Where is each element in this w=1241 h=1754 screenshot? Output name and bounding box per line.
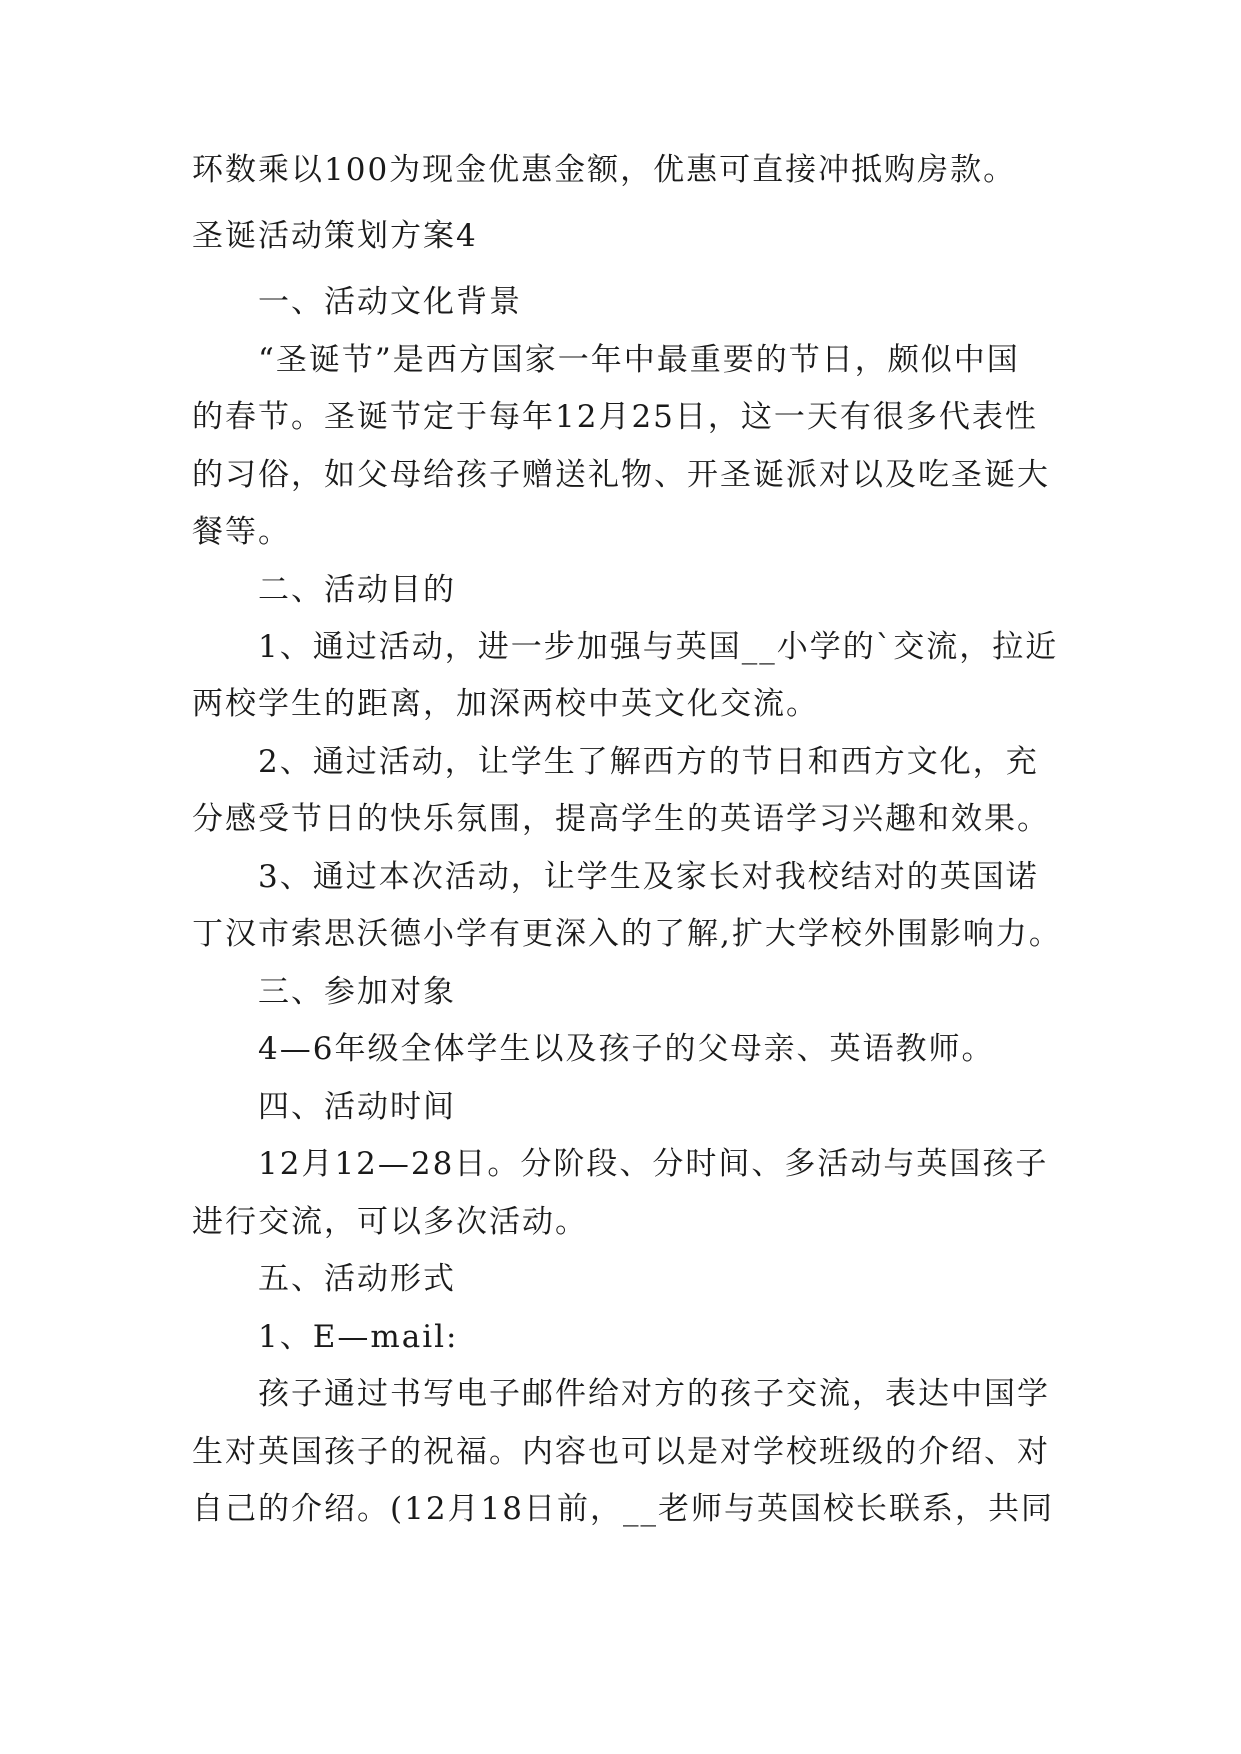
paragraph-line: 4—6年级全体学生以及孩子的父母亲、英语教师。 bbox=[258, 1031, 995, 1067]
paragraph-line: 进行交流，可以多次活动。 bbox=[192, 1204, 588, 1240]
paragraph-line: 12月12—28日。分阶段、分时间、多活动与英国孩子 bbox=[258, 1146, 1049, 1182]
paragraph-line: 的春节。圣诞节定于每年12月25日，这一天有很多代表性 bbox=[192, 399, 1038, 435]
paragraph-line: 丁汉市索思沃德小学有更深入的了解,扩大学校外围影响力。 bbox=[192, 916, 1062, 952]
paragraph-line: 两校学生的距离，加深两校中英文化交流。 bbox=[192, 686, 819, 722]
paragraph-line: 生对英国孩子的祝福。内容也可以是对学校班级的介绍、对 bbox=[192, 1434, 1050, 1470]
plan-title: 圣诞活动策划方案4 bbox=[192, 218, 478, 254]
paragraph-line: 1、通过活动，进一步加强与英国__小学的`交流，拉近 bbox=[258, 629, 1059, 665]
section-heading-format: 五、活动形式 bbox=[258, 1261, 456, 1297]
paragraph-line: 分感受节日的快乐氛围，提高学生的英语学习兴趣和效果。 bbox=[192, 801, 1050, 837]
section-heading-time: 四、活动时间 bbox=[258, 1089, 456, 1125]
section-heading-purpose: 二、活动目的 bbox=[258, 572, 456, 608]
paragraph-line: “圣诞节”是西方国家一年中最重要的节日，颇似中国 bbox=[258, 342, 1020, 378]
paragraph-line: 孩子通过书写电子邮件给对方的孩子交流，表达中国学 bbox=[258, 1376, 1050, 1412]
paragraph-line: 3、通过本次活动，让学生及家长对我校结对的英国诺 bbox=[258, 859, 1039, 895]
paragraph-line: 2、通过活动，让学生了解西方的节日和西方文化，充 bbox=[258, 744, 1039, 780]
paragraph-line: 餐等。 bbox=[192, 514, 291, 550]
subsection-heading-email: 1、E—mail: bbox=[258, 1319, 459, 1355]
paragraph-line: 自己的介绍。(12月18日前，__老师与英国校长联系，共同 bbox=[192, 1491, 1054, 1527]
section-heading-background: 一、活动文化背景 bbox=[258, 284, 522, 320]
paragraph-line: 的习俗，如父母给孩子赠送礼物、开圣诞派对以及吃圣诞大 bbox=[192, 457, 1050, 493]
text-line-cash-discount: 环数乘以100为现金优惠金额，优惠可直接冲抵购房款。 bbox=[192, 152, 1017, 188]
section-heading-participants: 三、参加对象 bbox=[258, 974, 456, 1010]
